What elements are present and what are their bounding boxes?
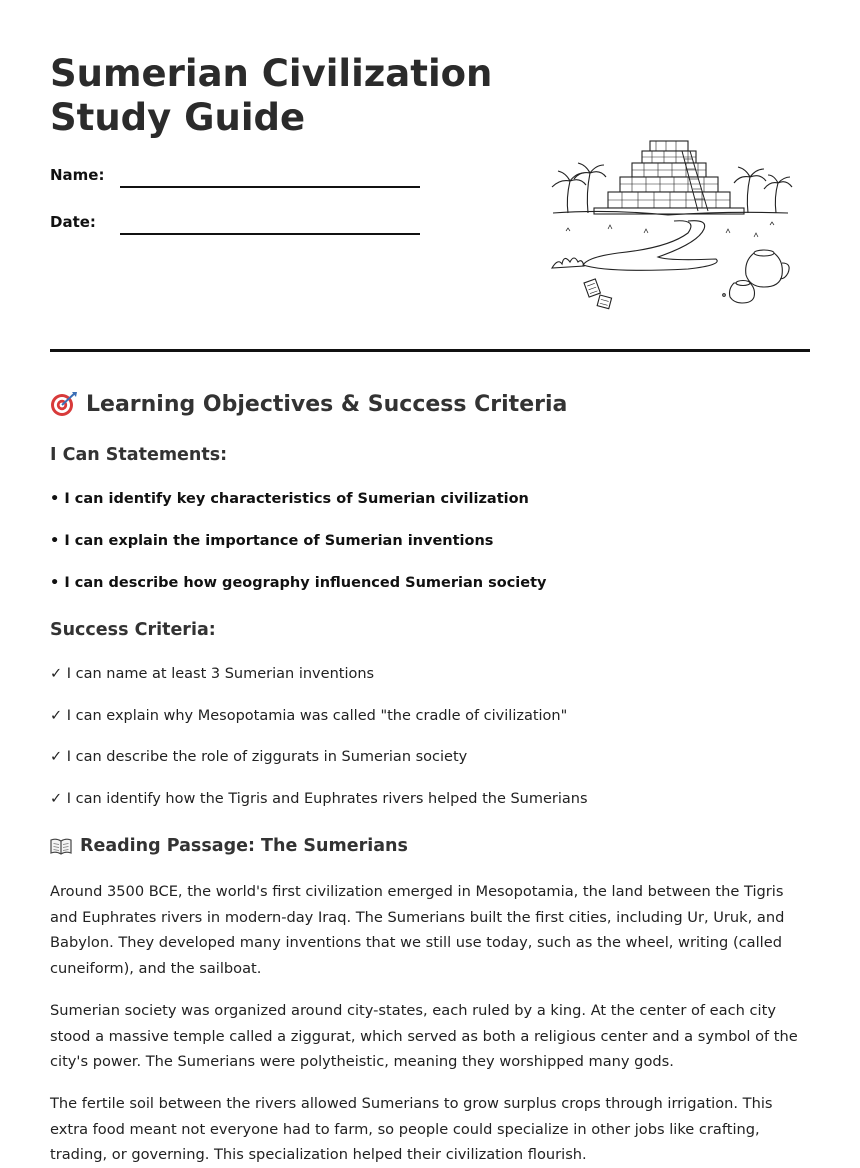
objectives-heading-text: Learning Objectives & Success Criteria	[86, 391, 568, 417]
objectives-heading	[50, 390, 567, 418]
reading-paragraph: Sumerian society was organized around city-states, each ruled by a king. At the center of each city stood a massive temple called a ziggurat, which served as both a religious center and a symbol of the city's power. The Sumerians were polytheistic, meaning they worshipped many gods.	[50, 1002, 798, 1070]
name-label: Name:	[50, 166, 105, 184]
page-title	[50, 52, 530, 140]
success-criteria-heading: Success Criteria:	[50, 620, 216, 640]
reading-heading	[50, 836, 408, 856]
name-field[interactable]	[120, 186, 420, 188]
date-field[interactable]	[120, 233, 420, 235]
reading-paragraph: Around 3500 BCE, the world's first civilization emerged in Mesopotamia, the land between the Tigris and Euphrates rivers in modern-day Iraq. The Sumerians built the first cities, including Ur, Uruk, and Babylon. They developed many inventions that we still use today, such as the wheel, writing (called cuneiform), and the sailboat.	[50, 883, 785, 977]
i-can-heading: I Can Statements:	[50, 445, 228, 465]
i-can-item: • I can identify key characteristics of Sumerian civilization	[50, 491, 529, 507]
i-can-item: • I can describe how geography influenced Sumerian society	[50, 575, 547, 591]
title-line-1: Sumerian Civilization	[50, 52, 493, 95]
success-criteria-item: ✓ I can name at least 3 Sumerian inventions	[50, 666, 375, 682]
success-criteria-item: ✓ I can identify how the Tigris and Euphrates rivers helped the Sumerians	[50, 791, 588, 807]
open-book-icon	[50, 837, 72, 855]
i-can-item: • I can explain the importance of Sumerian inventions	[50, 533, 494, 549]
reading-heading-text: Reading Passage: The Sumerians	[80, 836, 408, 856]
ziggurat-illustration	[548, 133, 793, 313]
header-divider	[50, 349, 810, 352]
target-icon	[50, 390, 78, 418]
title-line-2: Study Guide	[50, 96, 306, 139]
date-label: Date:	[50, 213, 96, 231]
reading-paragraph: The fertile soil between the rivers allowed Sumerians to grow surplus crops through irrigation. This extra food meant not everyone had to farm, so people could specialize in other jobs like crafting, trading, or governing. This specialization helped their civilization flourish.	[50, 1095, 773, 1163]
success-criteria-item: ✓ I can describe the role of ziggurats in Sumerian society	[50, 749, 468, 765]
success-criteria-item: ✓ I can explain why Mesopotamia was called "the cradle of civilization"	[50, 708, 568, 724]
